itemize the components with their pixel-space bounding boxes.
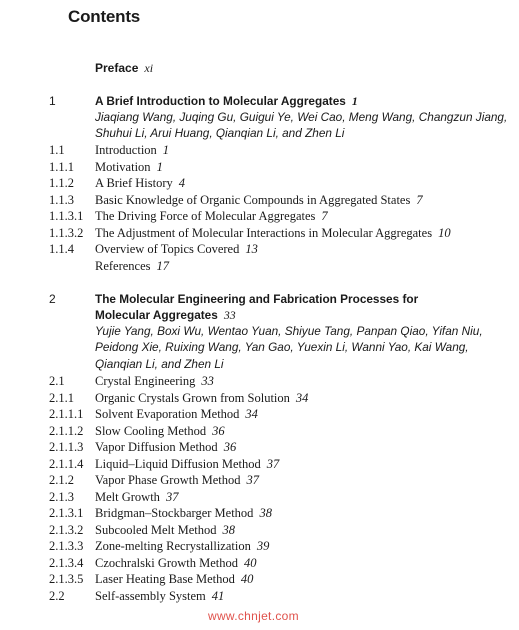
section-title: The Adjustment of Molecular Interactions in Molecular Aggregates 10 [95, 225, 451, 240]
section-page: 34 [245, 407, 258, 421]
section-page: 40 [240, 572, 254, 586]
section-title: Czochralski Growth Method 40 [95, 555, 257, 570]
section-number: 1.1 [49, 143, 65, 157]
chapter-1-authors [95, 109, 507, 142]
chapter-page: 33 [223, 308, 236, 322]
section-page: 10 [438, 225, 451, 240]
section-title: References 17 [95, 258, 170, 273]
section-title: Zone-melting Recrystallization 39 [95, 539, 270, 553]
section-number: 2.1.3 [49, 489, 74, 504]
section-page: 34 [295, 390, 309, 405]
section-number: 1.1.2 [49, 176, 74, 190]
section-number: 2.1 [49, 374, 65, 388]
section-number: 2.1.1.3 [49, 440, 84, 454]
section-page: 36 [212, 423, 225, 438]
section-page: 37 [266, 456, 280, 471]
section-number: 1.1.3 [49, 192, 74, 207]
section-title: Overview of Topics Covered 13 [95, 242, 258, 256]
chapter-number: 2 [49, 292, 56, 306]
section-number: 2.1.1.2 [49, 423, 84, 438]
section-page: 1 [156, 159, 163, 174]
chapter-page: 1 [351, 94, 358, 108]
chapter-2-title-line[interactable]: Molecular Aggregates 33 [95, 308, 236, 322]
preface-page: xi [144, 61, 154, 75]
section-page: 37 [246, 473, 259, 487]
section-page: 36 [223, 440, 237, 454]
section-title: Self-assembly System 41 [95, 588, 225, 603]
section-title: The Driving Force of Molecular Aggregates 7 [95, 209, 328, 223]
section-number: 1.1.3.1 [49, 209, 84, 223]
section-title: Subcooled Melt Method 38 [95, 522, 236, 537]
section-number: 2.1.3.1 [49, 506, 84, 520]
section-number: 2.2 [49, 588, 65, 603]
section-title: Melt Growth 37 [95, 489, 179, 504]
section-title: Motivation 1 [95, 159, 163, 174]
section-title: Bridgman–Stockbarger Method 38 [95, 506, 272, 520]
section-title: Slow Cooling Method 36 [95, 423, 225, 438]
section-number: 1.1.3.2 [49, 225, 84, 240]
section-title: Laser Heating Base Method 40 [95, 572, 254, 586]
section-page: 33 [201, 374, 214, 388]
section-page: 7 [321, 209, 328, 223]
section-title: Vapor Diffusion Method 36 [95, 440, 237, 454]
section-number: 2.1.3.3 [49, 539, 84, 553]
preface-entry[interactable] [95, 61, 153, 76]
section-page: 37 [165, 489, 179, 504]
section-number: 2.1.1.4 [49, 456, 84, 471]
section-title: Crystal Engineering 33 [95, 374, 214, 388]
section-page: 7 [416, 192, 423, 207]
watermark: www.chnjet.com [208, 609, 299, 623]
section-number: 2.1.3.5 [49, 572, 84, 586]
chapter-number: 1 [49, 94, 56, 108]
section-title: Organic Crystals Grown from Solution 34 [95, 390, 309, 405]
section-page: 17 [156, 258, 170, 273]
author-line: Qianqian Li, and Zhen Li [95, 356, 224, 371]
section-page: 41 [211, 588, 225, 603]
section-title: Introduction 1 [95, 143, 170, 157]
section-title: Vapor Phase Growth Method 37 [95, 473, 259, 487]
author-line: Peidong Xie, Ruixing Wang, Yan Gao, Yuexin Li, Wanni Yao, Kai Wang, [95, 340, 469, 355]
section-number: 2.1.1.1 [49, 407, 84, 421]
section-page: 39 [256, 539, 270, 553]
contents-heading: Contents [68, 7, 141, 26]
section-number: 1.1.1 [49, 159, 74, 174]
preface-label: Preface [95, 61, 139, 75]
section-title: Liquid–Liquid Diffusion Method 37 [95, 456, 280, 471]
chapter-2-title-line[interactable]: The Molecular Engineering and Fabrication Processes for [95, 292, 419, 306]
section-page: 4 [178, 176, 186, 190]
section-number: 2.1.2 [49, 473, 74, 487]
section-number: 1.1.4 [49, 242, 74, 256]
section-number: 2.1.3.2 [49, 522, 84, 537]
section-number: 2.1.3.4 [49, 555, 84, 570]
section-page: 38 [222, 522, 236, 537]
section-page: 40 [244, 555, 257, 570]
section-title: Basic Knowledge of Organic Compounds in Aggregated States 7 [95, 192, 423, 207]
section-title: Solvent Evaporation Method 34 [95, 407, 258, 421]
section-page: 38 [259, 506, 272, 520]
section-title: A Brief History 4 [95, 176, 186, 190]
chapter-title: A Brief Introduction to Molecular Aggregates 1 [95, 94, 358, 108]
chapter-2-authors [95, 323, 483, 372]
author-line: Shuhui Li, Arui Huang, Qianqian Li, and Zhen Li [95, 126, 345, 141]
section-number: 2.1.1 [49, 390, 74, 405]
section-page: 13 [245, 242, 258, 256]
author-line: Jiaqiang Wang, Juqing Gu, Guigui Ye, Wei Cao, Meng Wang, Changzun Jiang, [95, 110, 508, 124]
author-line: Yujie Yang, Boxi Wu, Wentao Yuan, Shiyue Tang, Panpan Qiao, Yifan Niu, [95, 324, 483, 338]
section-page: 1 [162, 143, 170, 157]
